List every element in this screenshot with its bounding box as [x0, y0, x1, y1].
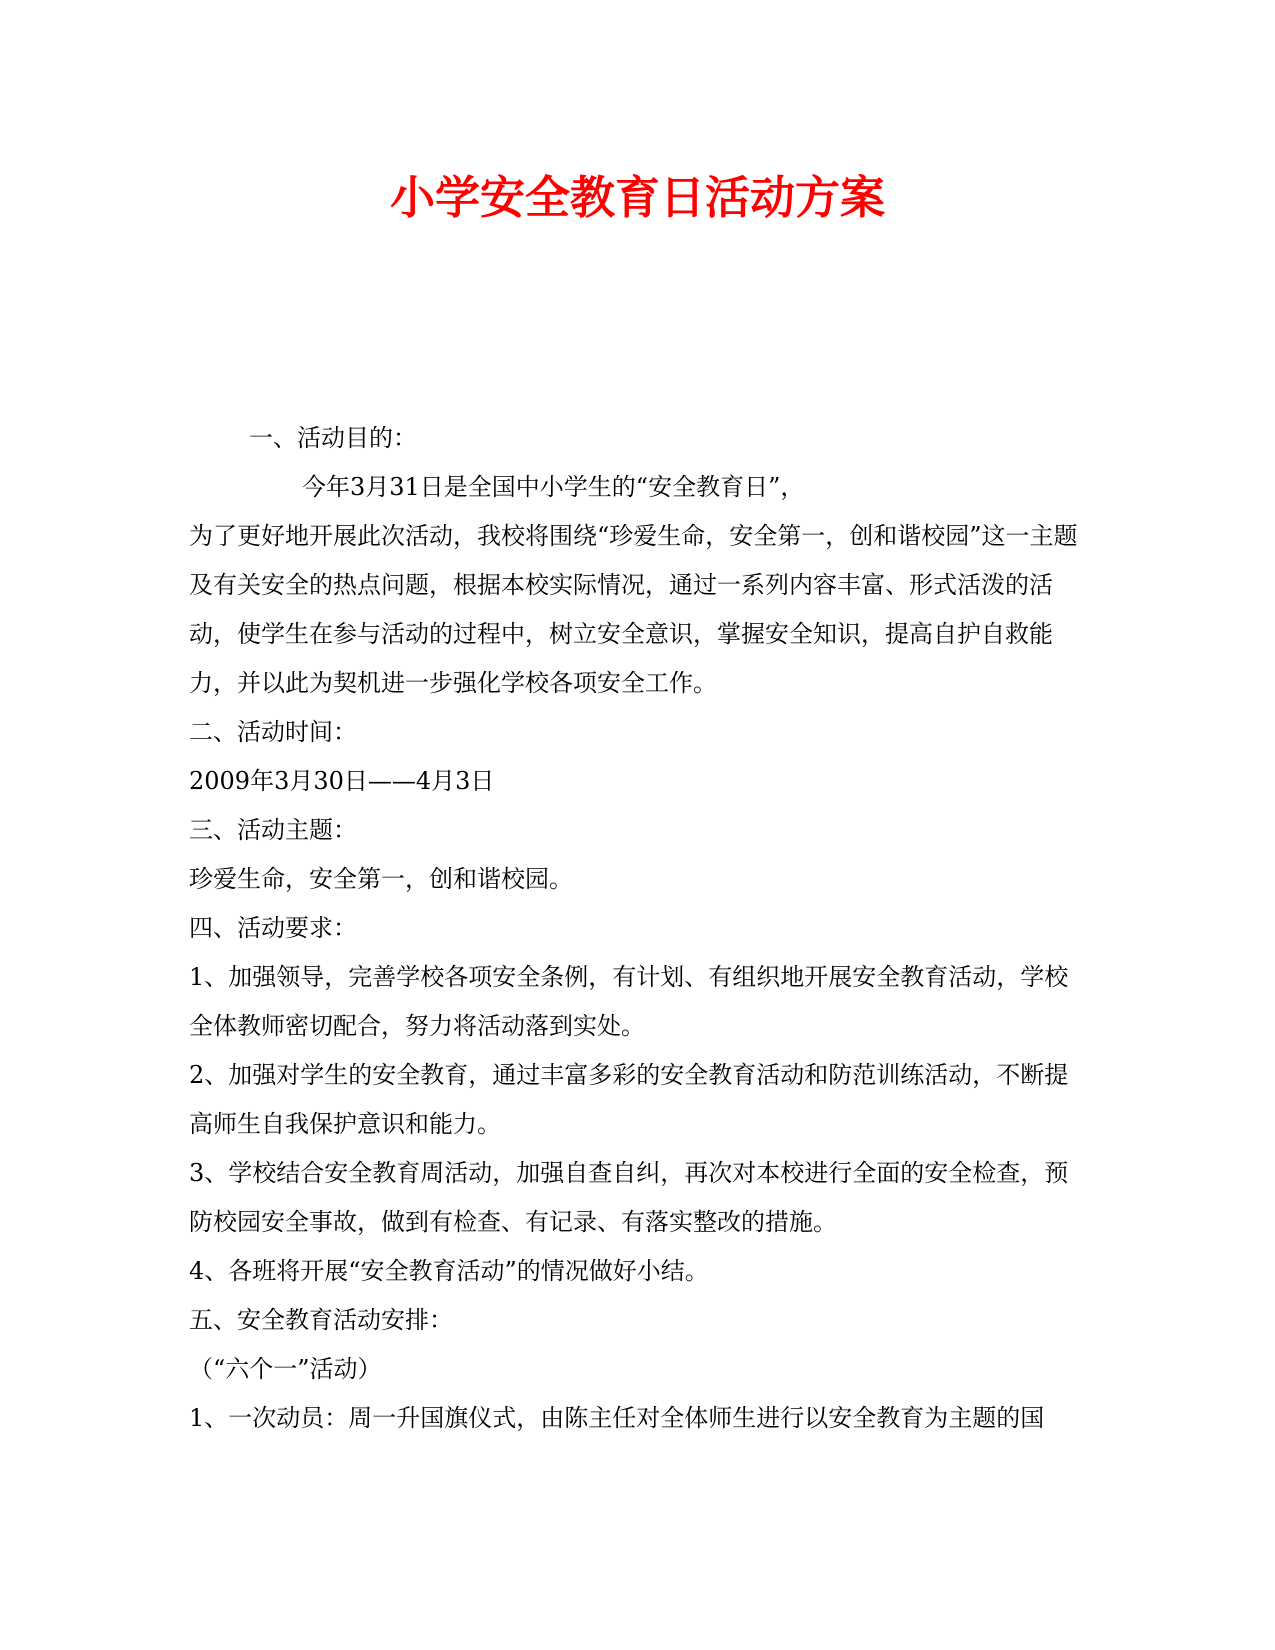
paragraph-purpose-body: 为了更好地开展此次活动，我校将围绕“珍爱生命，安全第一，创和谐校园”这一主题及有关安全的热点问题，根据本校实际情况，通过一系列内容丰富、形式活泼的活动，使学生在参与活动的过程中，树立安全意识，掌握安全知识，提高自护自救能力，并以此为契机进一步强化学校各项安全工作。: [189, 522, 1078, 697]
requirement-item-3: 3、学校结合安全教育周活动，加强自查自纠，再次对本校进行全面的安全检查，预防校园安全事故，做到有检查、有记录、有落实整改的措施。: [189, 1159, 1069, 1236]
requirement-item-1: 1、加强领导，完善学校各项安全条例，有计划、有组织地开展安全教育活动，学校全体教师密切配合，努力将活动落到实处。: [189, 963, 1069, 1040]
requirement-item-4: 4、各班将开展“安全教育活动”的情况做好小结。: [189, 1257, 709, 1285]
paragraph-six-ones: （“六个一”活动）: [189, 1355, 382, 1383]
document-title: 小学安全教育日活动方案: [389, 171, 885, 224]
arrangement-item-1: 1、一次动员：周一升国旗仪式，由陈主任对全体师生进行以安全教育为主题的国: [189, 1404, 1045, 1432]
paragraph-time-range: 2009年3月30日——4月3日: [189, 767, 495, 795]
section-heading-time: 二、活动时间：: [189, 718, 357, 746]
requirement-item-2: 2、加强对学生的安全教育，通过丰富多彩的安全教育活动和防范训练活动，不断提高师生自我保护意识和能力。: [189, 1061, 1069, 1138]
section-heading-requirements: 四、活动要求：: [189, 914, 357, 942]
section-heading-theme: 三、活动主题：: [189, 816, 357, 844]
paragraph-theme: 珍爱生命，安全第一，创和谐校园。: [189, 865, 573, 893]
section-heading-arrangement: 五、安全教育活动安排：: [189, 1306, 453, 1334]
document-body: [189, 414, 1084, 1443]
paragraph-intro-date: 今年3月31日是全国中小学生的“安全教育日”，: [302, 473, 805, 501]
section-heading-purpose: 一、活动目的：: [249, 424, 417, 452]
